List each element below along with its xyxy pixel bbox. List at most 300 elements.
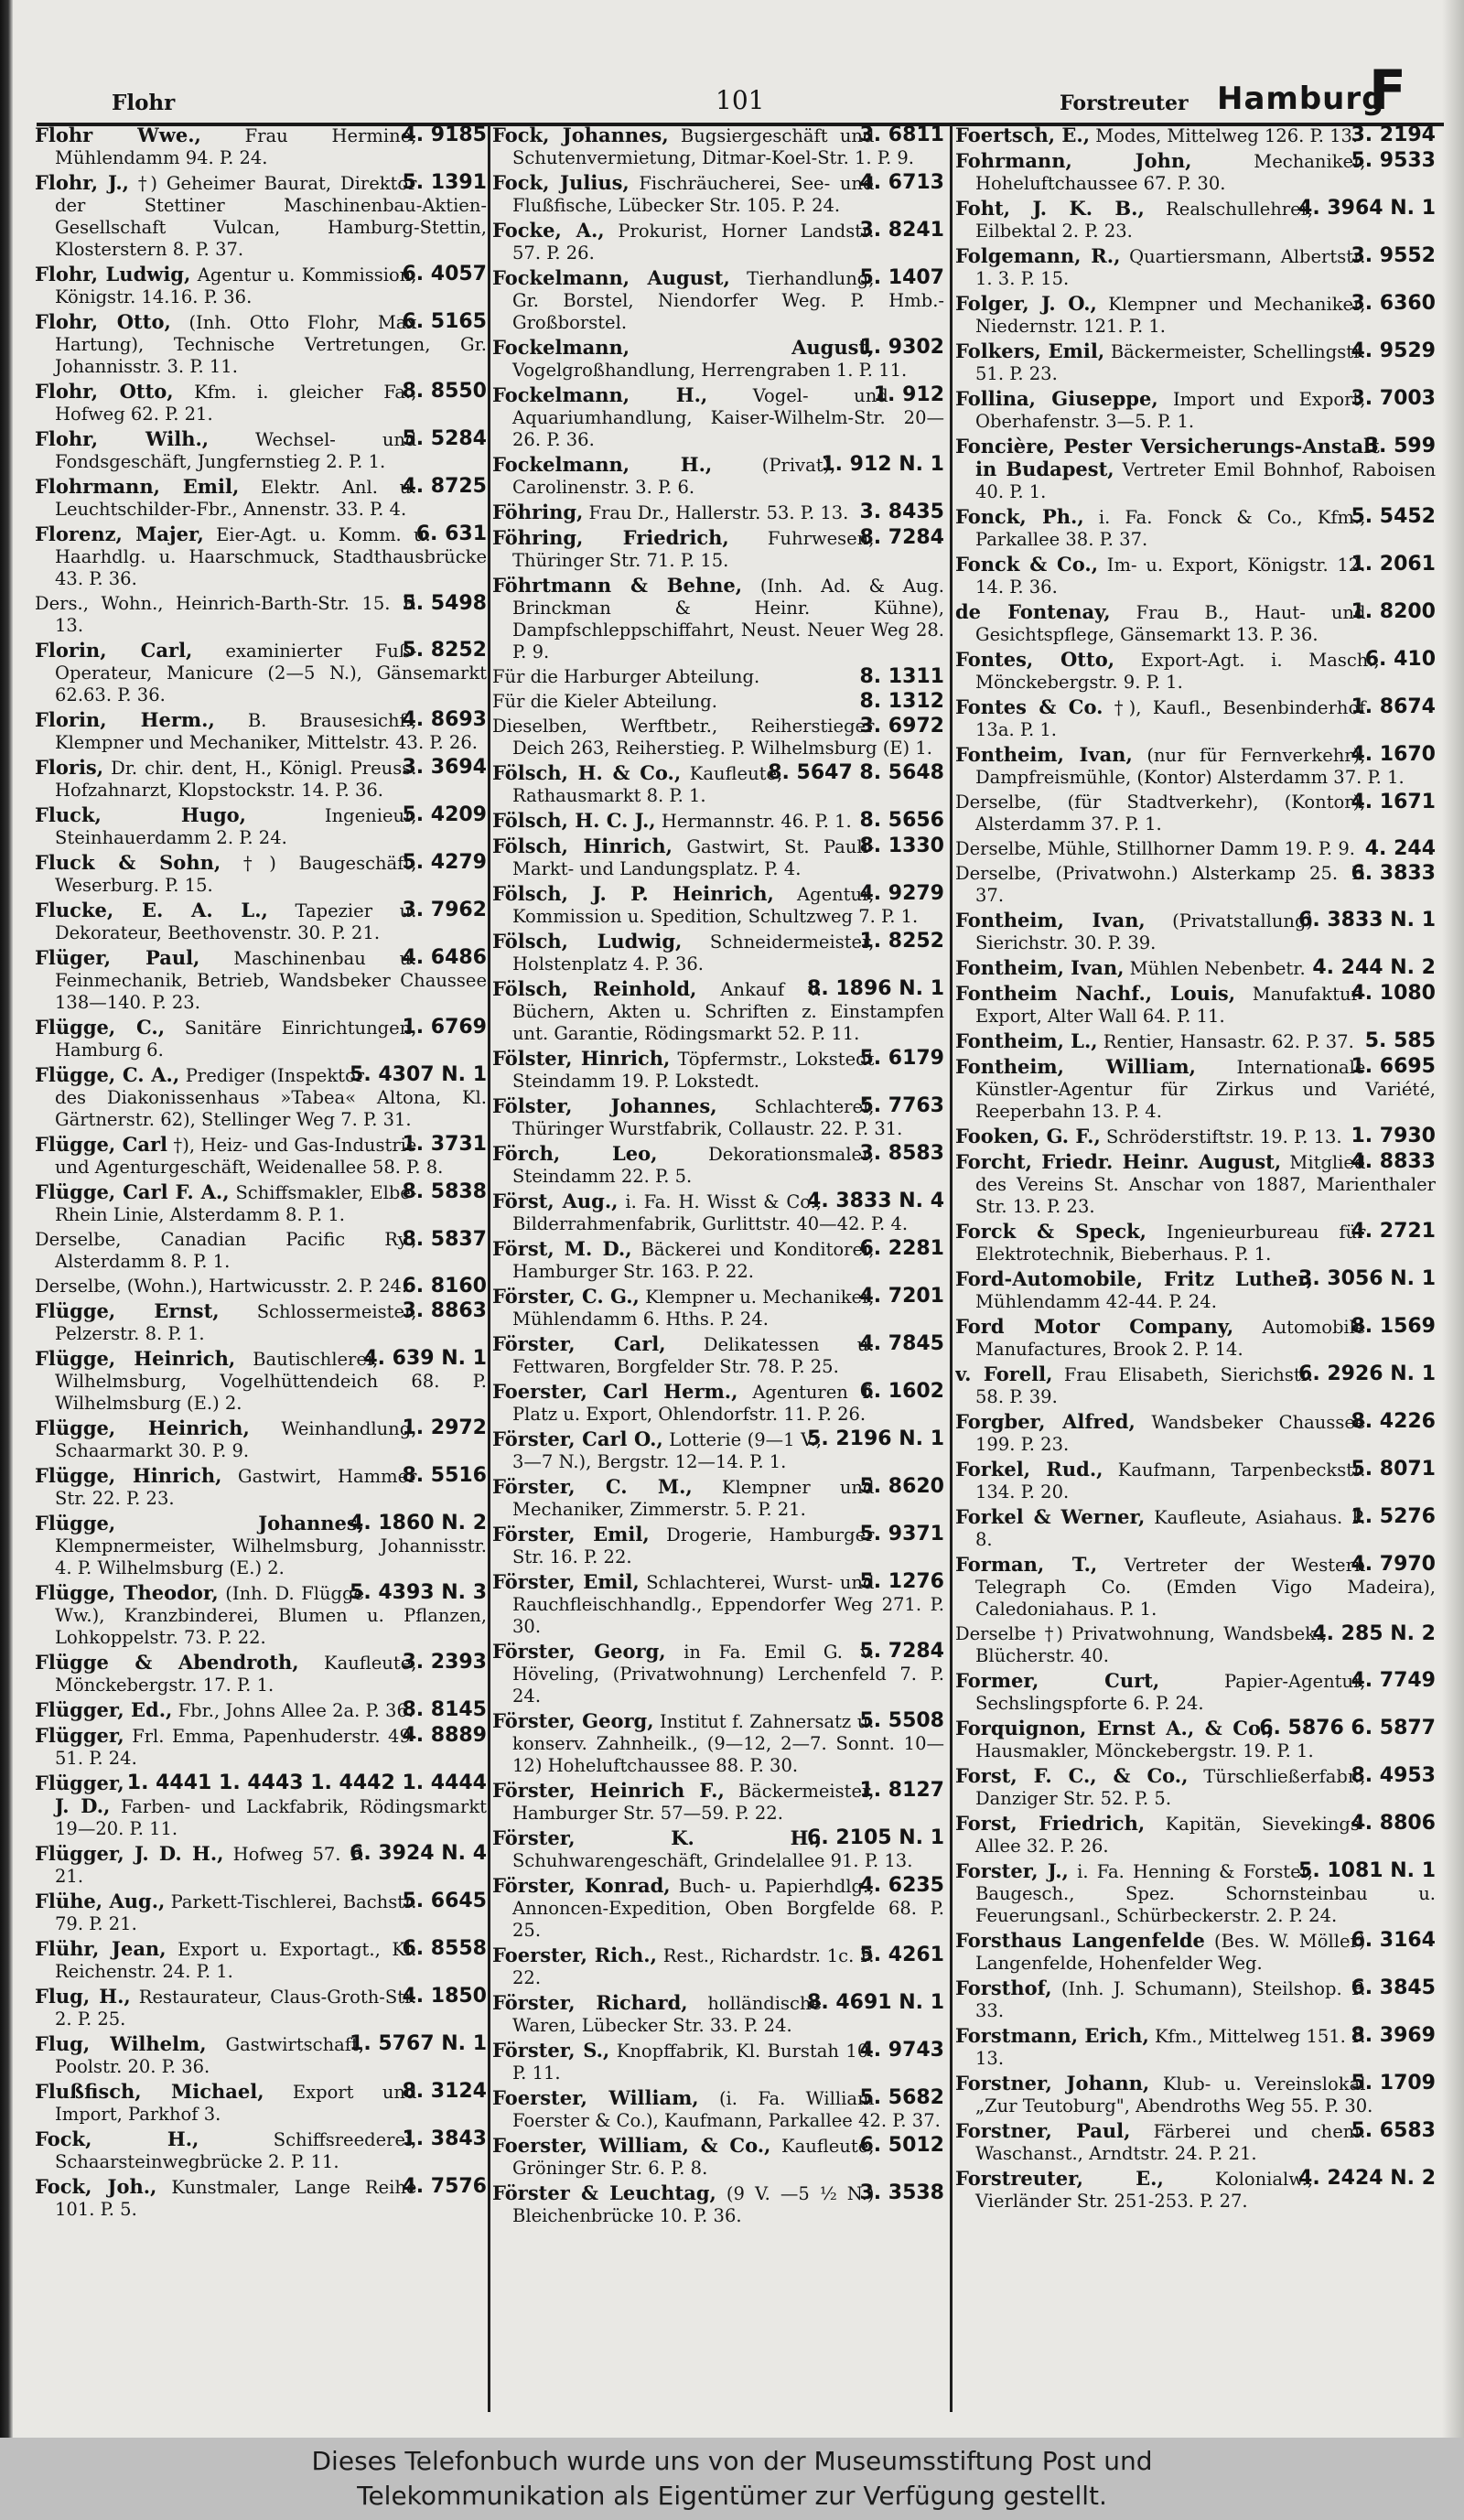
entry-name: Föhring, Friedrich, bbox=[492, 526, 729, 549]
entry-details: Farben- und Lackfabrik, Rödingsmarkt 19—20. P. 11. bbox=[55, 1796, 487, 1839]
phone-number: 1. 6769 bbox=[402, 1016, 487, 1039]
directory-entry bbox=[955, 744, 1436, 789]
entry-name: Fluck, Hugo, bbox=[35, 803, 246, 826]
entry-details: i. Fa. Henning & Forster, Baugesch., Spez. Schornsteinbau u. Feuerungsanl., Schürbeckerstr. 2. P. 24. bbox=[975, 1861, 1436, 1926]
entry-details: Vertreter der Western Telegraph Co. (Emden Vigo Madeira), Caledoniahaus. P. 1. bbox=[975, 1555, 1436, 1620]
entry-details: Töpfermstr., Lokstedt Steindamm 19. P. Lokstedt. bbox=[512, 1049, 875, 1092]
phone-number: 3. 6972 bbox=[859, 715, 944, 738]
phone-number: 3. 7003 bbox=[1351, 387, 1436, 410]
directory-entry bbox=[492, 527, 944, 572]
entry-details: Export und Import, Parkhof 3. bbox=[55, 2082, 417, 2125]
entry-details: Kaufleute, Mönckebergstr. 17. P. 1. bbox=[55, 1653, 417, 1696]
entry-details: Schiffsreederei, Schaarsteinwegbrücke 2. P. 11. bbox=[55, 2129, 417, 2172]
entry-details: Mühlendamm 42-44. P. 24. bbox=[975, 1291, 1217, 1312]
phone-number: 1. 912 N. 1 bbox=[821, 453, 944, 476]
entry-details: (Inh. Otto Flohr, Max Hartung), Technische Vertretungen, Gr. Johannisstr. 3. P. 11. bbox=[55, 312, 487, 377]
directory-entry bbox=[35, 2033, 487, 2078]
entry-details: (Privat), Carolinenstr. 3. P. 6. bbox=[512, 455, 836, 498]
directory-entry bbox=[955, 436, 1436, 503]
entry-name: Flügge, Johannes, bbox=[35, 1512, 365, 1535]
phone-number: 3. 7962 bbox=[402, 899, 487, 921]
phone-number: 1. 8127 bbox=[859, 1779, 944, 1802]
directory-entry bbox=[955, 1411, 1436, 1456]
directory-entry bbox=[35, 804, 487, 849]
phone-number: 6. 2926 N. 1 bbox=[1298, 1362, 1436, 1385]
entry-name: Förster & Leuchtag, bbox=[492, 2181, 716, 2204]
entry-name: Fölster, Hinrich, bbox=[492, 1047, 671, 1070]
entry-name: Forkel & Werner, bbox=[955, 1505, 1146, 1528]
entry-name: Fontheim, Ivan, bbox=[955, 956, 1125, 979]
entry-details: i. Fa. H. Wisst & Co., Bilderrahmenfabrik, Gurlittstr. 40—42. P. 4. bbox=[512, 1191, 909, 1234]
phone-number: 3. 8863 bbox=[402, 1299, 487, 1322]
phone-number: 8. 3969 bbox=[1351, 2024, 1436, 2047]
page-header bbox=[37, 59, 1444, 126]
entry-details: Derselbe, Mühle, Stillhorner Damm 19. P. 9. bbox=[955, 838, 1355, 859]
entry-name: Flügger, Ed., bbox=[35, 1698, 173, 1721]
phone-number: 1. 2972 bbox=[402, 1416, 487, 1439]
entry-name: Foertsch, E., bbox=[955, 124, 1091, 146]
directory-entry bbox=[955, 245, 1436, 290]
phone-number: 8. 5647 8. 5648 bbox=[768, 761, 944, 784]
entry-details: Für die Kieler Abteilung. bbox=[492, 691, 717, 712]
column-divider bbox=[488, 124, 490, 2412]
entry-details: Bäckerei und Konditorei, Hamburger Str. 163. P. 22. bbox=[512, 1239, 875, 1282]
footer-line-1: Dieses Telefonbuch wurde uns von der Museumsstiftung Post und bbox=[311, 2446, 1153, 2476]
entry-name: Fontheim, Ivan, bbox=[955, 743, 1133, 766]
entry-details: Parkett-Tischlerei, Bachstr. 79. P. 21. bbox=[55, 1891, 417, 1934]
phone-number: 4. 7845 bbox=[859, 1332, 944, 1355]
entry-name: Flügge, Hinrich, bbox=[35, 1464, 222, 1487]
directory-entry bbox=[35, 428, 487, 473]
directory-entry bbox=[492, 2040, 944, 2084]
entry-name: Forstreuter, E., bbox=[955, 2167, 1164, 2190]
entry-details: Wechsel- und Fondsgeschäft, Jungfernstieg 2. P. 1. bbox=[55, 429, 417, 472]
entry-details: in Fa. Emil G. v. Höveling, (Privatwohnung) Lerchenfeld 7. P. 24. bbox=[512, 1642, 944, 1707]
phone-number: 6. 631 bbox=[415, 522, 487, 545]
phone-number: 4. 244 bbox=[1364, 837, 1436, 860]
entry-name: Foerster, William, & Co., bbox=[492, 2134, 771, 2157]
footer-line-2: Telekommunikation als Eigentümer zur Verfügung gestellt. bbox=[357, 2481, 1107, 2511]
phone-number: 5. 6583 bbox=[1351, 2119, 1436, 2142]
directory-entry bbox=[492, 1286, 944, 1330]
entry-details: Kunstmaler, Lange Reihe 101. P. 5. bbox=[55, 2177, 417, 2220]
entry-details: Frau Elisabeth, Sierichstr. 58. P. 39. bbox=[975, 1364, 1314, 1407]
directory-entry bbox=[955, 1813, 1436, 1858]
phone-number: 1. 8252 bbox=[859, 930, 944, 953]
entry-name: Förster, Emil, bbox=[492, 1570, 640, 1593]
entry-name: Forstmann, Erich, bbox=[955, 2024, 1149, 2047]
phone-number: 6. 1602 bbox=[859, 1380, 944, 1403]
entry-name: Flohr, Wilh., bbox=[35, 427, 210, 450]
entry-details: Export u. Exportagt., Kl. Reichenstr. 24. P. 1. bbox=[55, 1939, 417, 1982]
directory-entry bbox=[492, 1428, 944, 1473]
entry-name: Florenz, Majer, bbox=[35, 522, 204, 545]
phone-number: 1. 3731 bbox=[402, 1133, 487, 1156]
entry-name: Flügge, Ernst, bbox=[35, 1299, 220, 1322]
phone-number: 5. 5682 bbox=[859, 2086, 944, 2109]
phone-number: 8. 1311 bbox=[859, 665, 944, 688]
phone-number: 4. 7201 bbox=[859, 1285, 944, 1308]
phone-number: 4. 7749 bbox=[1351, 1669, 1436, 1692]
entry-name: Former, Curt, bbox=[955, 1669, 1160, 1692]
entry-name: Förster, Carl, bbox=[492, 1332, 666, 1355]
entry-details: Ingenieurbureau für Elektrotechnik, Bieberhaus. P. 1. bbox=[975, 1222, 1366, 1265]
entry-name: Fock, Johannes, bbox=[492, 124, 669, 146]
phone-number: 6. 3924 N. 4 bbox=[350, 1842, 487, 1865]
directory-entry bbox=[35, 1938, 487, 1983]
directory-entry bbox=[35, 899, 487, 944]
entry-details: Schröderstiftstr. 19. P. 13. bbox=[1106, 1126, 1342, 1147]
entry-name: Forck & Speck, bbox=[955, 1220, 1146, 1243]
entry-details: Frau B., Haut- und Gesichtspflege, Gänsemarkt 13. P. 36. bbox=[975, 602, 1366, 645]
directory-entry bbox=[955, 124, 1436, 147]
footer-notice bbox=[0, 2438, 1464, 2520]
phone-number: 5. 8252 bbox=[402, 639, 487, 662]
directory-entry bbox=[492, 1992, 944, 2037]
entry-name: Fockelmann, August, bbox=[492, 266, 730, 289]
entry-details: (Inh. Ad. & Aug. Brinckman & Heinr. Kühne), Dampfschleppschiffahrt, Neust. Neuer Weg 28. P. 9. bbox=[512, 576, 944, 662]
directory-entry bbox=[492, 1238, 944, 1283]
phone-number: 3. 8583 bbox=[859, 1142, 944, 1165]
phone-number: 4. 8806 bbox=[1351, 1812, 1436, 1835]
directory-entry bbox=[35, 709, 487, 754]
directory-entry bbox=[492, 1710, 944, 1777]
phone-number: 5. 1081 N. 1 bbox=[1298, 1859, 1436, 1882]
entry-details: Klempner u. Mechaniker, Mühlendamm 6. Hths. P. 24. bbox=[512, 1287, 875, 1330]
entry-details: Gastwirt, St. Pauli-Markt- und Landungsplatz. P. 4. bbox=[512, 836, 875, 879]
entry-details: Manufaktur-Export, Alter Wall 64. P. 11. bbox=[975, 984, 1366, 1027]
directory-entry bbox=[35, 1890, 487, 1935]
directory-entry bbox=[492, 1875, 944, 1942]
directory-entry bbox=[35, 852, 487, 897]
directory-entry bbox=[35, 1181, 487, 1226]
directory-entry bbox=[955, 388, 1436, 433]
entry-name: Fölsch, Hinrich, bbox=[492, 835, 673, 857]
phone-number: 4. 2721 bbox=[1351, 1220, 1436, 1243]
phone-number: 4. 1670 bbox=[1351, 743, 1436, 766]
directory-entry bbox=[955, 863, 1436, 907]
entry-name: Förch, Leo, bbox=[492, 1142, 658, 1165]
phone-number: 8. 1312 bbox=[859, 690, 944, 713]
phone-number: 1. 6695 bbox=[1351, 1055, 1436, 1078]
directory-entry bbox=[35, 311, 487, 378]
phone-number: 4. 1850 bbox=[402, 1985, 487, 2008]
entry-details: Vogel- und Aquariumhandlung, Kaiser-Wilhelm-Str. 20—26. P. 36. bbox=[512, 385, 944, 450]
directory-entry bbox=[955, 957, 1436, 980]
directory-entry bbox=[492, 1780, 944, 1825]
phone-number: 3. 8435 bbox=[859, 501, 944, 523]
entry-details: †) Baugeschäft, Weserburg. P. 15. bbox=[55, 853, 417, 896]
directory-entry bbox=[35, 1843, 487, 1888]
entry-details: Wandsbeker Chaussee 199. P. 23. bbox=[975, 1412, 1366, 1455]
directory-entry bbox=[35, 1417, 487, 1462]
entry-name: Flügger, J. D. H., bbox=[35, 1842, 224, 1865]
phone-number: 5. 4261 bbox=[859, 1944, 944, 1966]
phone-number: 5. 585 bbox=[1364, 1029, 1436, 1052]
entry-details: i. Fa. Fonck & Co., Kfm., Parkallee 38. P. 37. bbox=[975, 507, 1366, 550]
entry-details: Ingenieur, Steinhauerdamm 2. P. 24. bbox=[55, 805, 417, 848]
directory-entry bbox=[35, 1134, 487, 1179]
entry-name: Foht, J. K. B., bbox=[955, 197, 1145, 220]
entry-name: Flüger, Paul, bbox=[35, 946, 200, 969]
entry-details: Dr. chir. dent, H., Königl. Preuss. Hofzahnarzt, Klopstockstr. 14. P. 36. bbox=[55, 758, 417, 801]
directory-entry bbox=[35, 124, 487, 169]
entry-name: Förster, Richard, bbox=[492, 1991, 688, 2014]
phone-number: 5. 4279 bbox=[402, 851, 487, 874]
directory-entry bbox=[35, 1513, 487, 1579]
directory-entry bbox=[955, 2168, 1436, 2213]
phone-number: 4. 7576 bbox=[402, 2175, 487, 2198]
phone-number: 4. 244 N. 2 bbox=[1312, 956, 1436, 979]
entry-details: Schlachterei, Wurst- und Rauchfleischhandlg., Eppendorfer Weg 271. P. 30. bbox=[512, 1572, 944, 1637]
entry-name: Flohrmann, Emil, bbox=[35, 475, 240, 498]
directory-entry bbox=[492, 220, 944, 264]
phone-number: 4. 3833 N. 4 bbox=[807, 1190, 944, 1212]
phone-number: 5. 9533 bbox=[1351, 149, 1436, 172]
entry-details: holländische Waren, Lübecker Str. 33. P. 24. bbox=[512, 1993, 823, 2036]
entry-name: Florin, Herm., bbox=[35, 708, 215, 731]
directory-entry bbox=[492, 978, 944, 1045]
entry-details: Internationale Künstler-Agentur für Zirkus und Variété, Reeperbahn 13. P. 4. bbox=[975, 1057, 1436, 1122]
phone-number: 5. 8620 bbox=[859, 1475, 944, 1498]
entry-name: v. Forell, bbox=[955, 1362, 1053, 1385]
header-city: Hamburg bbox=[1217, 81, 1385, 117]
directory-entry bbox=[35, 947, 487, 1014]
entry-details: Hausmakler, Mönckebergstr. 19. P. 1. bbox=[975, 1740, 1314, 1761]
entry-details: †), Heiz- und Gas-Industrie und Agenturgeschäft, Weidenallee 58. P. 8. bbox=[55, 1135, 444, 1178]
phone-number: 5. 7763 bbox=[859, 1094, 944, 1117]
entry-details: Bäckermeister, Hamburger Str. 57—59. P. 22. bbox=[512, 1781, 875, 1824]
phone-number: 8. 5838 bbox=[402, 1180, 487, 1203]
directory-entry bbox=[35, 1017, 487, 1061]
entry-name: Förster, Carl O., bbox=[492, 1427, 663, 1450]
phone-number: 6. 8160 bbox=[402, 1275, 487, 1298]
entry-details: Frl. Emma, Papenhuderstr. 49-51. P. 24. bbox=[55, 1726, 417, 1769]
entry-details: Hermannstr. 46. P. 1. bbox=[661, 811, 852, 832]
entry-name: Forman, T., bbox=[955, 1553, 1098, 1576]
directory-entry bbox=[492, 691, 944, 713]
directory-entry bbox=[955, 649, 1436, 694]
phone-number: 4. 9529 bbox=[1351, 339, 1436, 362]
directory-entry bbox=[492, 666, 944, 688]
directory-entry bbox=[35, 1064, 487, 1131]
directory-entry bbox=[35, 757, 487, 802]
entry-name: Förster, Georg, bbox=[492, 1640, 666, 1663]
entry-details: Quartiersmann, Albertstr. 1. 3. P. 15. bbox=[975, 246, 1366, 289]
entry-details: Kolonialw., Vierländer Str. 251-253. P. 27. bbox=[975, 2169, 1314, 2212]
entry-details: Derselbe, (Wohn.), Hartwicusstr. 2. P. 24. bbox=[35, 1276, 408, 1297]
directory-entry bbox=[35, 1582, 487, 1649]
entry-name: Förster, Konrad, bbox=[492, 1874, 671, 1897]
entry-details: Gastwirtschaft, Poolstr. 20. P. 36. bbox=[55, 2034, 365, 2077]
entry-details: Drogerie, Hamburger Str. 16. P. 22. bbox=[512, 1524, 875, 1567]
directory-column-1 bbox=[35, 124, 487, 2412]
entry-name: Forsthof, bbox=[955, 1976, 1052, 1999]
directory-entry bbox=[955, 1030, 1436, 1053]
phone-number: 3. 2194 bbox=[1351, 124, 1436, 146]
entry-details: Hofweg 57. P. 21. bbox=[55, 1844, 365, 1887]
entry-details: Ders., Wohn., Heinrich-Barth-Str. 15. P. 13. bbox=[35, 593, 417, 636]
entry-details: Sanitäre Einrichtungen, Hamburg 6. bbox=[55, 1018, 417, 1061]
phone-number: 8. 1569 bbox=[1351, 1315, 1436, 1338]
directory-entry bbox=[492, 931, 944, 975]
directory-entry bbox=[492, 2135, 944, 2180]
entry-details: Kaufmann, Tarpenbeckstr. 134. P. 20. bbox=[975, 1459, 1366, 1502]
directory-entry bbox=[955, 2025, 1436, 2070]
entry-details: Modes, Mittelweg 126. P. 13. bbox=[1095, 125, 1359, 146]
entry-name: Foncière, Pester Versicherungs-Anstalt in Budapest, bbox=[955, 435, 1380, 480]
directory-entry bbox=[955, 1670, 1436, 1715]
entry-name: Föhrtmann & Behne, bbox=[492, 574, 743, 597]
directory-entry bbox=[955, 2120, 1436, 2165]
entry-details: Fuhrwesen, Thüringer Str. 71. P. 15. bbox=[512, 528, 875, 571]
entry-name: Fontes, Otto, bbox=[955, 648, 1115, 671]
entry-name: Flohr, Otto, bbox=[35, 380, 174, 403]
entry-details: Knopffabrik, Kl. Burstah 10. P. 11. bbox=[512, 2041, 875, 2084]
entry-details: Vogelgroßhandlung, Herrengraben 1. P. 11. bbox=[512, 360, 908, 381]
phone-number: 3. 8241 bbox=[859, 219, 944, 242]
entry-details: Elektr. Anl. u. Leuchtschilder-Fbr., Annenstr. 33. P. 4. bbox=[55, 477, 417, 520]
entry-name: Ford Motor Company, bbox=[955, 1315, 1234, 1338]
phone-number: 1. 5767 N. 1 bbox=[350, 2032, 487, 2055]
directory-entry bbox=[35, 523, 487, 590]
entry-details: Derselbe, Canadian Pacific Ry., Alsterdamm 8. P. 1. bbox=[35, 1229, 417, 1272]
entry-name: Fölsch, H. & Co., bbox=[492, 761, 682, 784]
directory-entry bbox=[35, 593, 487, 637]
entry-details: Dekorationsmaler, Steindamm 22. P. 5. bbox=[512, 1144, 875, 1187]
directory-entry bbox=[492, 810, 944, 833]
entry-details: Agentur, Kommission u. Spedition, Schultzweg 7. P. 1. bbox=[512, 884, 919, 927]
entry-details: Eier-Agt. u. Komm. u. Haarhdlg. u. Haarschmuck, Stadthausbrücke 43. P. 36. bbox=[55, 524, 487, 589]
phone-number: 8. 1330 bbox=[859, 835, 944, 857]
directory-entry bbox=[955, 983, 1436, 1028]
entry-name: Fooken, G. F., bbox=[955, 1125, 1101, 1147]
phone-number: 4. 9743 bbox=[859, 2039, 944, 2062]
directory-entry bbox=[492, 883, 944, 928]
entry-name: Fock, Joh., bbox=[35, 2175, 157, 2198]
phone-number: 6. 3845 bbox=[1351, 1976, 1436, 1999]
directory-entry bbox=[492, 1381, 944, 1426]
phone-number: 5. 1709 bbox=[1351, 2072, 1436, 2095]
phone-number: 5. 6179 bbox=[859, 1047, 944, 1070]
entry-details: Klempnermeister, Wilhelmsburg, Johannisstr. 4. P. Wilhelmsburg (E.) 2. bbox=[55, 1535, 487, 1578]
entry-details: Tapezier u. Dekorateur, Beethovenstr. 30. P. 21. bbox=[55, 900, 417, 943]
entry-details: Ankauf v. Büchern, Akten u. Schriften z. Einstampfen unt. Garantie, Rödingsmarkt 52. P. 11. bbox=[512, 979, 944, 1044]
entry-name: Flußfisch, Michael, bbox=[35, 2080, 264, 2103]
directory-entry bbox=[35, 476, 487, 521]
entry-name: Fölsch, H. C. J., bbox=[492, 809, 656, 832]
entry-name: Floris, bbox=[35, 756, 104, 779]
entry-name: Flügge, Heinrich, bbox=[35, 1416, 250, 1439]
phone-number: 5. 5284 bbox=[402, 427, 487, 450]
directory-entry bbox=[492, 1143, 944, 1188]
phone-number: 3. 3694 bbox=[402, 756, 487, 779]
directory-entry bbox=[492, 575, 944, 663]
entry-name: Florin, Carl, bbox=[35, 639, 193, 662]
directory-entry bbox=[492, 2087, 944, 2132]
phone-number: 3. 2393 bbox=[402, 1651, 487, 1674]
directory-entry bbox=[492, 2182, 944, 2227]
directory-entry bbox=[492, 1095, 944, 1140]
entry-details: (Bes. W. Möller) Langenfelde, Hohenfelder Weg. bbox=[975, 1931, 1366, 1974]
phone-number: 8. 1896 N. 1 bbox=[807, 977, 944, 1000]
entry-name: Flügge, C. A., bbox=[35, 1063, 180, 1086]
directory-entry bbox=[955, 1151, 1436, 1218]
entry-name: Fölsch, Ludwig, bbox=[492, 930, 683, 953]
entry-details: Im- u. Export, Königstr. 12. 14. P. 36. bbox=[975, 555, 1366, 598]
directory-entry bbox=[492, 172, 944, 217]
directory-entry bbox=[955, 198, 1436, 242]
directory-entry bbox=[955, 506, 1436, 551]
entry-details: (Inh. D. Flügge Ww.), Kranzbinderei, Blumen u. Pflanzen, Lohkoppelstr. 73. P. 22. bbox=[55, 1583, 487, 1648]
entry-details: Schuhwarengeschäft, Grindelallee 91. P. 13. bbox=[512, 1850, 913, 1871]
entry-name: Folgemann, R., bbox=[955, 244, 1121, 267]
directory-entry bbox=[955, 340, 1436, 385]
phone-number: 8. 4953 bbox=[1351, 1764, 1436, 1787]
phone-number: 4. 8889 bbox=[402, 1724, 487, 1747]
directory-entry bbox=[492, 1571, 944, 1638]
entry-name: Först, Aug., bbox=[492, 1190, 619, 1212]
directory-entry bbox=[35, 2081, 487, 2126]
entry-name: Flügger, J. D., bbox=[35, 1772, 124, 1817]
entry-name: Flohr, Otto, bbox=[35, 310, 171, 333]
entry-details: Dieselben, Werftbetr., Reiherstieger Deich 263, Reiherstieg. P. Wilhelmsburg (E) 1. bbox=[492, 716, 932, 759]
phone-number: 1. 7930 bbox=[1351, 1125, 1436, 1147]
entry-details: Import und Export, Oberhafenstr. 3—5. P. 1. bbox=[975, 389, 1366, 432]
entry-details: Frau Dr., Hallerstr. 53. P. 13. bbox=[588, 502, 849, 523]
phone-number: 3. 6360 bbox=[1351, 292, 1436, 315]
directory-entry bbox=[955, 1554, 1436, 1621]
phone-number: 4. 6713 bbox=[859, 171, 944, 194]
entry-name: Flühr, Jean, bbox=[35, 1937, 167, 1960]
header-first-entry: Flohr bbox=[112, 91, 176, 115]
phone-number: 1. 912 bbox=[873, 383, 944, 406]
directory-entry bbox=[492, 1476, 944, 1521]
entry-details: Fischräucherei, See- und Flußfische, Lübecker Str. 105. P. 24. bbox=[512, 173, 875, 216]
entry-details: Restaurateur, Claus-Groth-Str. 2. P. 25. bbox=[55, 1987, 417, 2030]
phone-number: 4. 8725 bbox=[402, 475, 487, 498]
directory-entry bbox=[492, 1641, 944, 1707]
entry-details: Kaufleute, Rathausmarkt 8. P. 1. bbox=[512, 763, 783, 806]
phone-number: 8. 5837 bbox=[402, 1228, 487, 1251]
entry-name: Fonck, Ph., bbox=[955, 505, 1084, 528]
entry-name: Fontheim, William, bbox=[955, 1055, 1196, 1078]
entry-details: Klempner und Mechaniker, Niedernstr. 121. P. 1. bbox=[975, 294, 1366, 337]
entry-name: Forcht, Friedr. Heinr. August, bbox=[955, 1150, 1282, 1173]
directory-entry bbox=[35, 1348, 487, 1415]
phone-number: 4. 8833 bbox=[1351, 1150, 1436, 1173]
entry-name: Flug, H., bbox=[35, 1985, 131, 2008]
directory-column-3 bbox=[955, 124, 1436, 2412]
entry-details: Schlossermeister, Pelzerstr. 8. P. 1. bbox=[55, 1301, 417, 1344]
directory-entry bbox=[492, 267, 944, 334]
phone-number: 3. 9552 bbox=[1351, 244, 1436, 267]
phone-number: 8. 4691 N. 1 bbox=[807, 1991, 944, 2014]
phone-number: 4. 8693 bbox=[402, 708, 487, 731]
directory-entry bbox=[492, 337, 944, 382]
entry-name: Forstner, Paul, bbox=[955, 2119, 1131, 2142]
entry-details: Schiffsmakler, Elbe-Rhein Linie, Alsterdamm 8. P. 1. bbox=[55, 1182, 417, 1225]
entry-name: Fontheim, Ivan, bbox=[955, 909, 1146, 932]
directory-entry bbox=[955, 838, 1436, 860]
entry-details: (9 V. —5 ½ N.) Bleichenbrücke 10. P. 36. bbox=[512, 2183, 875, 2226]
entry-name: Forst, F. C., & Co., bbox=[955, 1764, 1189, 1787]
phone-number: 4. 9279 bbox=[859, 882, 944, 905]
phone-number: 8. 4226 bbox=[1351, 1410, 1436, 1433]
phone-number: 3. 3538 bbox=[859, 2181, 944, 2204]
phone-number: 4. 2424 N. 2 bbox=[1298, 2167, 1436, 2190]
directory-entry bbox=[35, 1300, 487, 1345]
